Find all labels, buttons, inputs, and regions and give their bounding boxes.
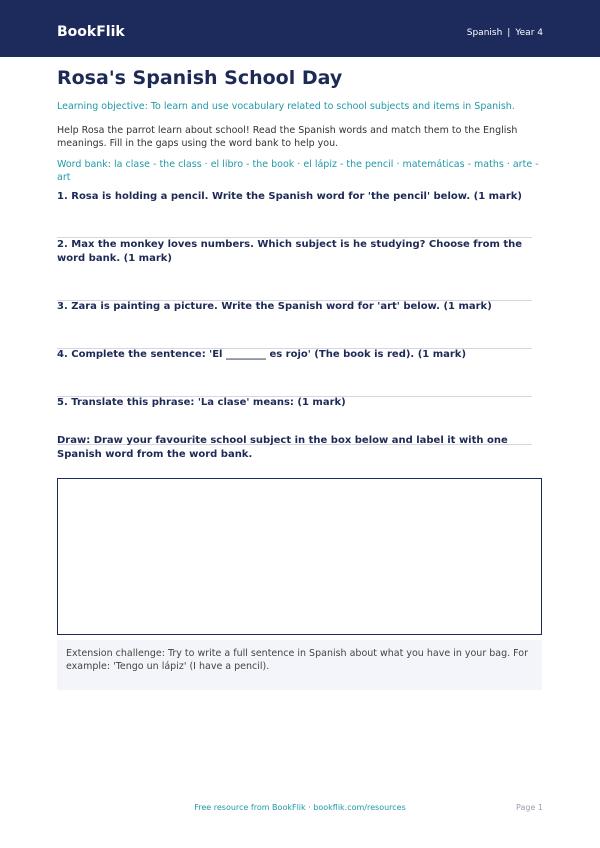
- learning-objective: Learning objective: To learn and use vocabulary related to school subjects and items in Spanish.: [57, 101, 515, 112]
- question-4: 4. Complete the sentence: 'El ________ es rojo' (The book is red). (1 mark): [57, 349, 467, 360]
- question-5: 5. Translate this phrase: 'La clase' means: (1 mark): [57, 397, 346, 408]
- subject-label: Spanish: [466, 28, 503, 38]
- brand-logo[interactable]: BookFlik: [57, 24, 125, 40]
- intro-text: Help Rosa the parrot learn about school! Read the Spanish words and match them to the English meanings. Fill in the gaps using the word bank to help you.: [57, 125, 518, 149]
- worksheet-title: Rosa's Spanish School Day: [57, 67, 343, 89]
- extension-challenge: Extension challenge: Try to write a full sentence in Spanish about what you have in your bag. For example: 'Tengo un lápiz' (I have a pencil).: [57, 640, 542, 690]
- footer-resource-link[interactable]: Free resource from BookFlik · bookflik.com/resources: [194, 803, 406, 812]
- word-bank: Word bank: la clase - the class · el libro - the book · el lápiz - the pencil · matemáticas - maths · arte - art: [57, 159, 539, 183]
- draw-prompt: Draw: Draw your favourite school subject in the box below and label it with one Spanish word from the word bank.: [57, 435, 508, 460]
- subject-separator: |: [507, 28, 511, 38]
- drawing-box[interactable]: [57, 478, 542, 635]
- question-1: 1. Rosa is holding a pencil. Write the Spanish word for 'the pencil' below. (1 mark): [57, 191, 522, 202]
- question-2: 2. Max the monkey loves numbers. Which subject is he studying? Choose from the word bank. (1 mark): [57, 239, 523, 264]
- year-label: Year 4: [515, 28, 543, 38]
- question-3: 3. Zara is painting a picture. Write the Spanish word for 'art' below. (1 mark): [57, 301, 492, 312]
- subject-year-label: [467, 27, 543, 39]
- header-bar: [0, 0, 600, 57]
- page-number: Page 1: [516, 803, 543, 812]
